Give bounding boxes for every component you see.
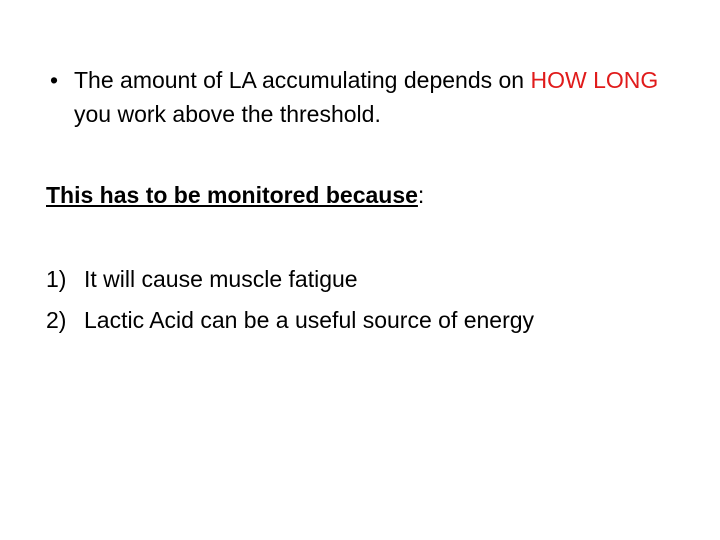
subheading-text: This has to be monitored because [46, 182, 418, 208]
subheading-colon: : [417, 182, 425, 208]
list-item-number: 2) [46, 307, 67, 333]
numbered-list [46, 259, 534, 341]
subheading [46, 180, 424, 210]
bullet-text [74, 63, 670, 131]
bullet-point [50, 63, 670, 131]
bullet-text-end: you work above the threshold. [74, 101, 381, 127]
list-item-number: 1) [46, 266, 67, 292]
list-item-text: Lactic Acid can be a useful source of energy [84, 307, 535, 333]
list-item-text: It will cause muscle fatigue [84, 266, 358, 292]
list-item [46, 300, 534, 341]
list-item [46, 259, 534, 300]
bullet-text-start: The amount of LA accumulating depends on [74, 67, 531, 93]
bullet-icon: • [50, 67, 59, 93]
bullet-highlight: HOW LONG [530, 67, 659, 93]
